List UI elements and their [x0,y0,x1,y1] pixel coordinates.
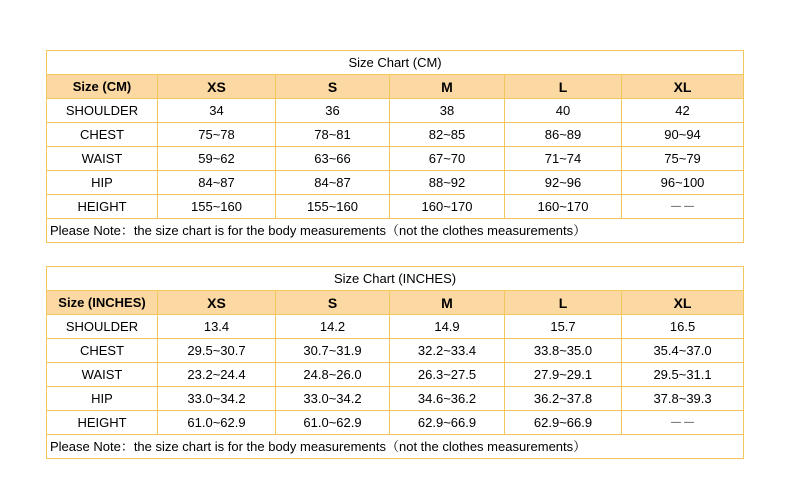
size-column-header: L [505,291,622,315]
table-header-row [47,75,744,99]
table-cell: 29.5~30.7 [158,339,276,363]
table-title-row [47,267,744,291]
table-cell: 32.2~33.4 [390,339,505,363]
table-title-row [47,51,744,75]
table-cell: 34.6~36.2 [390,387,505,411]
size-column-header: XS [158,75,276,99]
table-cell: 160~170 [505,195,622,219]
table-row [47,315,744,339]
row-label: SHOULDER [47,99,158,123]
size-note: Please Note：the size chart is for the body measurements（not the clothes measurements） [47,219,744,243]
table-row [47,387,744,411]
row-label: WAIST [47,147,158,171]
table-row [47,339,744,363]
table-cell: 42 [622,99,744,123]
row-label: CHEST [47,123,158,147]
row-label: HIP [47,387,158,411]
size-chart-inches-table [46,266,744,459]
table-cell: 96~100 [622,171,744,195]
size-column-header: S [276,75,390,99]
table-cell: 59~62 [158,147,276,171]
table-cell: 30.7~31.9 [276,339,390,363]
table-cell: 34 [158,99,276,123]
table-cell: 36 [276,99,390,123]
table-row [47,411,744,435]
table-cell: 33.0~34.2 [276,387,390,411]
table-cell: 26.3~27.5 [390,363,505,387]
table-cell: 38 [390,99,505,123]
table-row [47,99,744,123]
table-cell: 62.9~66.9 [505,411,622,435]
size-header-label: Size (CM) [47,75,158,99]
table-cell: 84~87 [276,171,390,195]
row-label: WAIST [47,363,158,387]
table-cell: 16.5 [622,315,744,339]
size-column-header: XL [622,291,744,315]
table-cell: 67~70 [390,147,505,171]
table-cell: 36.2~37.8 [505,387,622,411]
table-row [47,123,744,147]
table-cell: 35.4~37.0 [622,339,744,363]
table-cell: 14.2 [276,315,390,339]
table-cell: 33.0~34.2 [158,387,276,411]
row-label: HEIGHT [47,195,158,219]
size-chart-cm-table [46,50,744,243]
table-cell: 23.2~24.4 [158,363,276,387]
table-cell: 61.0~62.9 [276,411,390,435]
table-cell: 27.9~29.1 [505,363,622,387]
table-row [47,195,744,219]
table-cell: 75~79 [622,147,744,171]
table-cell: 155~160 [276,195,390,219]
table-header-row [47,291,744,315]
table-cell: 33.8~35.0 [505,339,622,363]
table-cell: －－ [622,411,744,435]
table-cell: 13.4 [158,315,276,339]
table-cell: 75~78 [158,123,276,147]
table-cell: 88~92 [390,171,505,195]
table-title: Size Chart (CM) [47,51,744,75]
table-cell: 71~74 [505,147,622,171]
size-column-header: S [276,291,390,315]
size-column-header: XL [622,75,744,99]
table-cell: 24.8~26.0 [276,363,390,387]
row-label: HIP [47,171,158,195]
table-cell: 14.9 [390,315,505,339]
table-cell: －－ [622,195,744,219]
table-note-row [47,219,744,243]
table-title: Size Chart (INCHES) [47,267,744,291]
table-row [47,171,744,195]
table-cell: 62.9~66.9 [390,411,505,435]
row-label: SHOULDER [47,315,158,339]
table-cell: 92~96 [505,171,622,195]
size-column-header: M [390,291,505,315]
size-column-header: L [505,75,622,99]
table-cell: 84~87 [158,171,276,195]
row-label: CHEST [47,339,158,363]
table-cell: 90~94 [622,123,744,147]
row-label: HEIGHT [47,411,158,435]
table-note-row [47,435,744,459]
table-cell: 86~89 [505,123,622,147]
table-cell: 37.8~39.3 [622,387,744,411]
table-row [47,147,744,171]
table-cell: 15.7 [505,315,622,339]
table-cell: 82~85 [390,123,505,147]
table-cell: 29.5~31.1 [622,363,744,387]
table-cell: 160~170 [390,195,505,219]
size-header-label: Size (INCHES) [47,291,158,315]
size-note: Please Note：the size chart is for the body measurements（not the clothes measurements） [47,435,744,459]
table-cell: 40 [505,99,622,123]
table-row [47,363,744,387]
table-cell: 63~66 [276,147,390,171]
table-cell: 61.0~62.9 [158,411,276,435]
table-cell: 155~160 [158,195,276,219]
table-cell: 78~81 [276,123,390,147]
size-column-header: M [390,75,505,99]
size-column-header: XS [158,291,276,315]
